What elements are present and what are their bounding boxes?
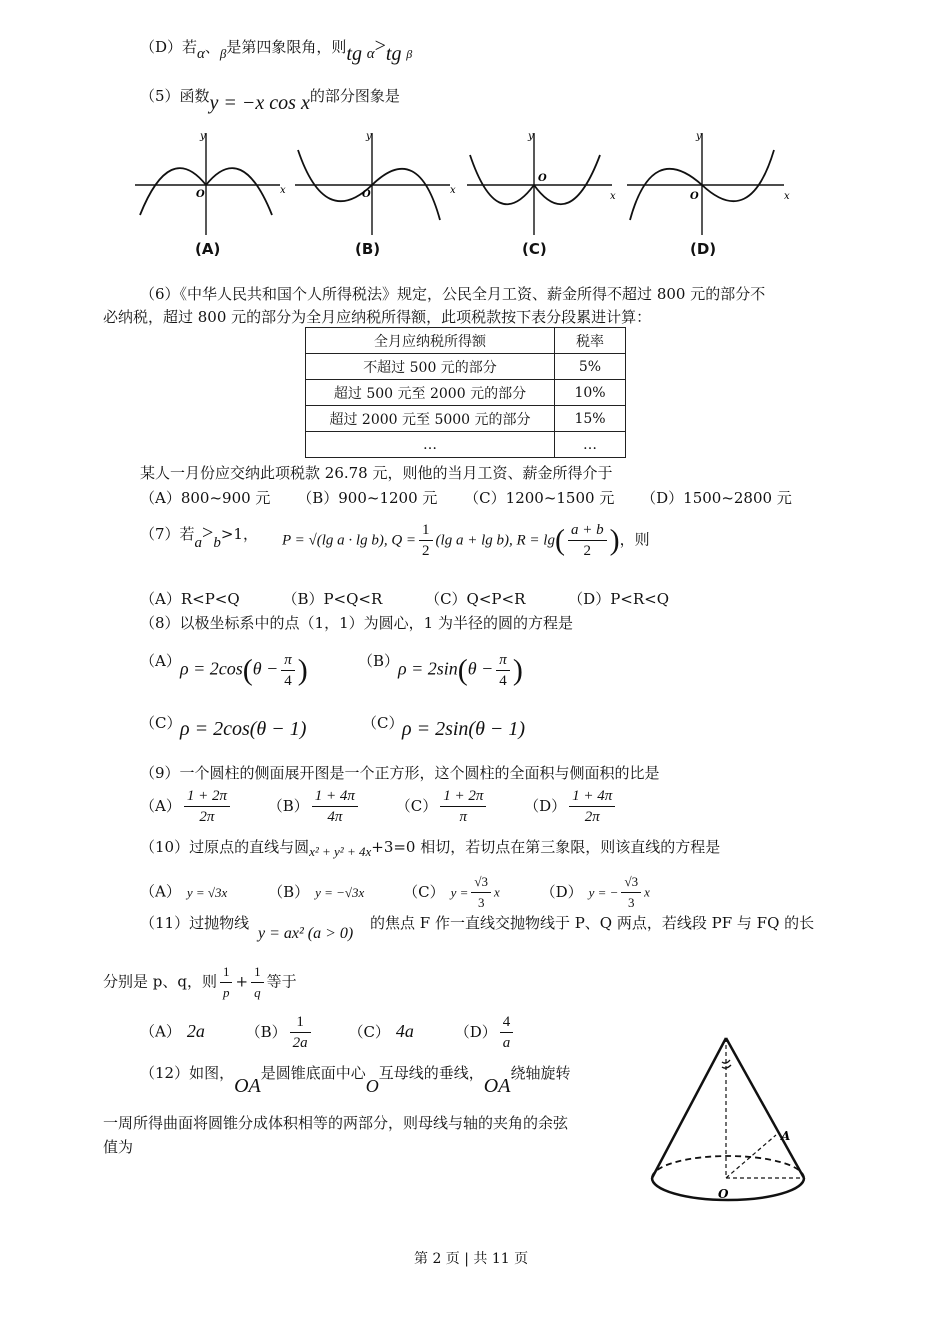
q11-c-expr: 4a [395, 1020, 414, 1041]
q10-c-d: 3 [477, 895, 485, 910]
page-footer: 第 2 页 | 共 11 页 [414, 1251, 529, 1267]
q11-line2-b: 等于 [266, 972, 297, 991]
table-cell: 超过 2000 元至 5000 元的部分 [306, 406, 555, 432]
q9-a-n: 1 + 2π [184, 786, 230, 807]
q8-b-frac [496, 650, 510, 691]
q9-d-d: 2π [584, 809, 600, 825]
q8-c-expr: ρ = 2cos(θ − 1) [180, 718, 307, 740]
graph-b-x: x [450, 185, 456, 196]
graph-c [462, 125, 622, 245]
table-cell: 超过 500 元至 2000 元的部分 [306, 380, 555, 406]
q10-d-frac [621, 872, 641, 913]
q11-a-label: （A） [140, 1022, 181, 1041]
q6-options [140, 487, 792, 508]
graph-c-x: x [610, 191, 616, 202]
graph-d [622, 125, 792, 245]
q11-stem-b: 的焦点 F 作一直线交抛物线于 P、Q 两点，若线段 PF 与 FQ 的长 [370, 914, 815, 932]
q11-d-d: a [502, 1035, 511, 1051]
q7-options [140, 588, 669, 609]
cone-figure [640, 1030, 820, 1210]
table-cell: 10% [555, 380, 626, 406]
q8-a-frac [281, 650, 295, 691]
q8-b-lparen: ( [457, 653, 468, 687]
q7-gt1: >1， [220, 525, 258, 543]
q10-d-n: √3 [621, 872, 641, 893]
graph-b-label: (B) [355, 240, 381, 258]
q9-c-d: π [459, 809, 468, 825]
graph-c-y: y [528, 131, 534, 142]
q7-expression [282, 520, 650, 561]
q10-c-label: （C） [403, 882, 445, 901]
beta-symbol: β [219, 46, 227, 61]
q7-gt: > [202, 522, 214, 544]
q7-option-b: （B）P<Q<R [282, 590, 383, 608]
q10-stem-b: +3=0 相切，若切点在第三象限，则该直线的方程是 [371, 838, 721, 856]
q8-a-inner: θ − [252, 658, 279, 679]
q8-b-expr: ρ = 2sin [398, 658, 458, 679]
q9-b-d: 4π [327, 809, 343, 825]
q11-line2 [103, 962, 297, 1003]
q10-stem-a: （10）过原点的直线与圆 [140, 838, 310, 856]
q8-option-c-expr [180, 718, 306, 741]
q7-ab2 [568, 520, 607, 561]
q8-option-d-expr [402, 718, 525, 741]
q6-option-c: （C）1200~1500 元 [464, 489, 615, 507]
q11-line2-a: 分别是 p、q，则 [103, 972, 217, 991]
q8-a-pi: π [281, 650, 295, 671]
q8-a-label: （A） [140, 652, 181, 670]
q6-option-d: （D）1500~2800 元 [641, 489, 792, 507]
graph-b-o: O [362, 189, 371, 200]
q8-option-b [358, 650, 399, 671]
q7-option-d: （D）P<R<Q [568, 590, 670, 608]
graph-a [130, 125, 290, 245]
q9-d-frac [569, 786, 615, 827]
cone-label-o: O [718, 1187, 729, 1201]
q8-b-label: （B） [358, 652, 400, 670]
q7-lparen: ( [554, 523, 565, 557]
q10-d-d: 3 [628, 895, 635, 910]
q6-line2: 必纳税，超过 800 元的部分为全月应纳税所得额，此项税款按下表分段累进计算： [103, 308, 652, 326]
table-cell: 15% [555, 406, 626, 432]
q8-stem: （8）以极坐标系中的点（1，1）为圆心，1 为半径的圆的方程是 [140, 614, 573, 632]
q8-a-lparen: ( [242, 653, 253, 687]
q11-p-frac [220, 962, 233, 1003]
q8-b-inner: θ − [467, 658, 494, 679]
q7-a: a [194, 535, 203, 551]
q7-end: ，则 [619, 530, 650, 549]
q8-a-expr: ρ = 2cos [180, 658, 243, 679]
q8-option-c [140, 712, 181, 733]
q9-options [140, 786, 618, 827]
q10-d-label: （D） [540, 882, 583, 901]
q7-option-a: （A）R<P<Q [140, 590, 240, 608]
q4d-sep: 、 [204, 38, 220, 56]
q7-option-c: （C）Q<P<R [425, 590, 526, 608]
graph-c-label: (C) [522, 240, 547, 258]
q6-after: 某人一月份应交纳此项税款 26.78 元，则他的当月工资、薪金所得介于 [140, 464, 613, 482]
q11-a-expr: 2a [186, 1020, 205, 1041]
q11-plus: + [235, 972, 249, 991]
q12-mid1: 是圆锥底面中心 [260, 1064, 366, 1082]
q11-b-d: 2a [292, 1035, 308, 1051]
table-cell: … [306, 432, 555, 458]
q11-expr [258, 924, 353, 943]
q9-b-frac [312, 786, 358, 827]
q11-parabola: y = ax² (a > 0) [258, 925, 354, 942]
q10-b-expr: y = −√3x [315, 884, 365, 900]
q12-line3: 值为 [103, 1138, 134, 1156]
q6-option-a: （A）800~900 元 [140, 489, 271, 507]
q9-c-n: 1 + 2π [440, 786, 486, 807]
graph-a-label: (A) [195, 240, 221, 258]
q10-c-pre: y = [450, 884, 469, 900]
q12-end: 绕轴旋转 [510, 1064, 571, 1082]
graph-c-o: O [538, 173, 547, 184]
q9-d-label: （D） [524, 796, 567, 815]
graph-b [290, 125, 460, 245]
table-cell: … [555, 432, 626, 458]
q7-b: b [213, 535, 221, 551]
q5-label: （5）函数 [140, 87, 210, 105]
q11-q-n: 1 [251, 962, 264, 983]
q11-b-n: 1 [290, 1012, 311, 1033]
q7-ab: a + b [568, 520, 607, 541]
q9-c-frac [440, 786, 486, 827]
q11-b-label: （B） [245, 1022, 287, 1041]
graph-a-y: y [200, 131, 206, 142]
q8-d-expr: ρ = 2sin(θ − 1) [402, 718, 526, 740]
q12-mid2: 互母线的垂线， [378, 1064, 484, 1082]
q12-line2: 一周所得曲面将圆锥分成体积相等的两部分，则母线与轴的夹角的余弦 [103, 1114, 569, 1132]
q12-oa1: OA [234, 1075, 261, 1097]
table-row [306, 432, 626, 458]
q7-q: , Q = [383, 532, 417, 549]
q9-d-n: 1 + 4π [569, 786, 615, 807]
q11-d-n: 4 [500, 1012, 514, 1033]
cone-label-a: A [781, 1129, 791, 1143]
q7-label: （7）若 [140, 525, 195, 543]
q11-stem-a: （11）过抛物线 [140, 914, 250, 932]
graph-d-label: (D) [690, 240, 717, 258]
q7-two: 2 [583, 543, 592, 559]
q6-option-b: （B）900~1200 元 [297, 489, 438, 507]
table-row [306, 380, 626, 406]
graph-a-o: O [196, 189, 205, 200]
table-header-row [306, 328, 626, 354]
q10-b-label: （B） [268, 882, 310, 901]
q12-oa2: OA [483, 1075, 511, 1097]
q10-c-n: √3 [471, 872, 491, 893]
q4d-mid: 是第四象限角，则 [226, 38, 347, 56]
q11-b-frac [290, 1012, 311, 1053]
q7-half [419, 520, 433, 561]
q10-c-post: x [494, 884, 500, 900]
q7-stem [140, 522, 258, 552]
table-header: 全月应纳税所得额 [306, 328, 555, 354]
q12-stem-a: （12）如图， [140, 1064, 235, 1082]
q10-options [140, 872, 650, 913]
q10-a-expr: y = √3x [186, 884, 228, 900]
q11-q-frac [251, 962, 264, 1003]
alpha-symbol: α [197, 46, 205, 62]
tax-table [305, 327, 626, 458]
q7-p: P = √(lg a · lg b) [282, 532, 384, 549]
q10-c-frac [471, 872, 491, 913]
q10-stem [140, 836, 720, 860]
q11-p-n: 1 [220, 962, 233, 983]
q8-option-d [362, 712, 403, 733]
q4d-prefix: （D）若 [140, 38, 198, 56]
q9-b-n: 1 + 4π [312, 786, 358, 807]
q9-c-label: （C） [395, 796, 438, 815]
q11-p-d: p [222, 985, 230, 1000]
table-row [306, 406, 626, 432]
q9-stem: （9）一个圆柱的侧面展开图是一个正方形，这个圆柱的全面积与侧面积的比是 [140, 764, 660, 782]
q4-option-d [140, 35, 412, 66]
graph-d-x: x [784, 191, 790, 202]
q8-b-four: 4 [499, 673, 507, 689]
q8-a-rparen: ) [297, 653, 308, 687]
q11-q-d: q [254, 985, 261, 1000]
q10-circle: x² + y² + 4x [309, 844, 372, 859]
q7-half-n: 1 [419, 520, 433, 541]
q8-option-a-expr [180, 650, 308, 691]
beta-symbol-2: β [406, 47, 413, 61]
q8-b-pi: π [496, 650, 510, 671]
q11-d-frac [500, 1012, 514, 1053]
q9-a-label: （A） [140, 796, 181, 815]
q11-c-label: （C） [348, 1022, 390, 1041]
q6-line1: （6）《中华人民共和国个人所得税法》规定，公民全月工资、薪金所得不超过 800 元的部分不 [140, 285, 766, 303]
graph-d-y: y [696, 131, 702, 142]
q10-d-post: x [644, 884, 650, 900]
q8-b-rparen: ) [512, 653, 523, 687]
q8-c-label: （C） [140, 714, 182, 732]
q5-stem [140, 85, 400, 115]
tg-alpha: tg [346, 43, 362, 65]
q7-rparen: ) [609, 523, 620, 557]
q8-option-b-expr [398, 650, 523, 691]
q11-options [140, 1012, 516, 1053]
table-header: 税率 [555, 328, 626, 354]
q12-o: O [365, 1076, 379, 1096]
gt-sign: > [374, 35, 386, 57]
q9-b-label: （B） [267, 796, 309, 815]
q11-d-label: （D） [454, 1022, 497, 1041]
q8-a-four: 4 [284, 673, 292, 689]
q11-stem [140, 912, 249, 933]
q5-expression: y = −x cos x [209, 92, 310, 114]
q8-d-label: （C） [362, 714, 404, 732]
table-cell: 不超过 500 元的部分 [306, 354, 555, 380]
q5-suffix: 的部分图象是 [309, 87, 400, 105]
q7-half-d: 2 [422, 543, 430, 559]
graph-b-y: y [366, 131, 372, 142]
tg-beta: tg [385, 43, 402, 65]
q9-a-d: 2π [199, 809, 215, 825]
q8-option-a [140, 650, 181, 671]
q7-r: (lg a + lg b), R = lg [435, 532, 555, 549]
graph-d-o: O [690, 191, 699, 202]
alpha-symbol-2: α [366, 46, 375, 62]
graph-a-x: x [280, 185, 286, 196]
table-cell: 5% [555, 354, 626, 380]
q9-a-frac [184, 786, 230, 827]
q10-a-label: （A） [140, 882, 181, 901]
q12-stem [140, 1062, 570, 1098]
q10-d-pre: y = − [588, 884, 619, 900]
table-row [306, 354, 626, 380]
